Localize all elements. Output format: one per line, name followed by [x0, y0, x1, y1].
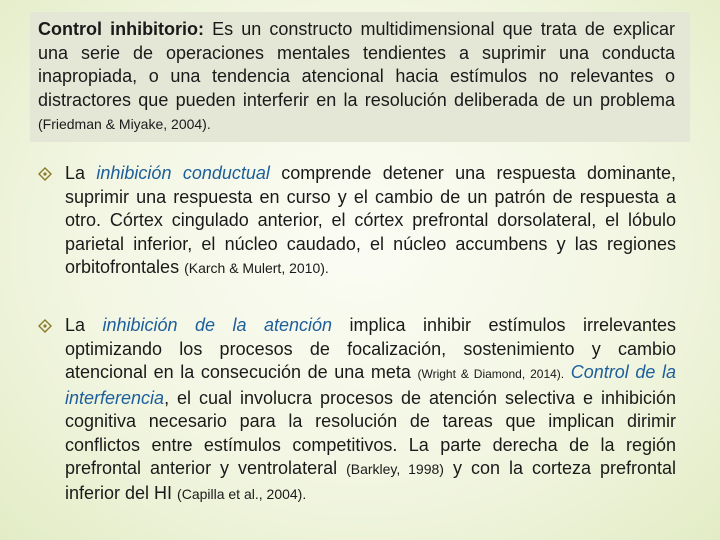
bullet-inhibicion-conductual: [38, 162, 676, 281]
bullet-citation: (Wright & Diamond, 2014).: [417, 367, 565, 381]
highlight-term-interferencia: Control de la interferencia: [65, 362, 676, 408]
highlight-term: inhibición conductual: [96, 163, 270, 183]
bullet-text: implica inhibir estímulos irrelevantes optimizando los procesos de focalización, sostenimiento y cambio atencional en la consecución de una meta: [65, 315, 677, 382]
definition-paragraph: [38, 18, 675, 137]
highlight-term: inhibición de la atención: [102, 315, 333, 335]
bullet-inhibicion-atencion: [38, 314, 676, 506]
bullet-text: comprende detener una respuesta dominante, suprimir una respuesta en curso y el cambio de un patrón de respuesta a otro. Córtex cingulado anterior, el córtex prefrontal dorsolateral, el lóbulo parietal inferior, el núcleo caudado, el núcleo accumbens y las regiones orbitofrontales: [65, 163, 677, 277]
bullet-citation: (Capilla et al., 2004).: [177, 485, 307, 502]
bullet-text: y con la corteza prefrontal inferior del HI: [65, 458, 676, 503]
diamond-bullet-icon: [38, 167, 52, 181]
definition-citation: (Friedman & Miyake, 2004).: [38, 116, 211, 132]
bullet-lead: La: [65, 163, 97, 183]
bullet-lead: La: [65, 315, 103, 335]
diamond-bullet-icon: [38, 319, 52, 333]
bullet-citation: (Barkley, 1998): [346, 461, 444, 477]
bullet-paragraph: [65, 314, 676, 506]
bullet-citation: (Karch & Mulert, 2010).: [184, 260, 329, 276]
bullet-text: , el cual involucra procesos de atención selectiva e inhibición cognitiva necesario para la resolución de tareas que implican dirimir conflictos entre estímulos competitivos. La parte derecha de la región prefrontal anterior y ventrolateral: [65, 387, 676, 478]
bullet-paragraph: [65, 162, 676, 281]
definition-text: Es un constructo multidimensional que trata de explicar una serie de operaciones mentales tendientes a suprimir una conducta inapropiada, o una tendencia atencional hacia estímulos no relevantes o distractores que pueden interferir en la resolución deliberada de un problema: [38, 19, 675, 110]
definition-term: Control inhibitorio:: [38, 19, 205, 39]
